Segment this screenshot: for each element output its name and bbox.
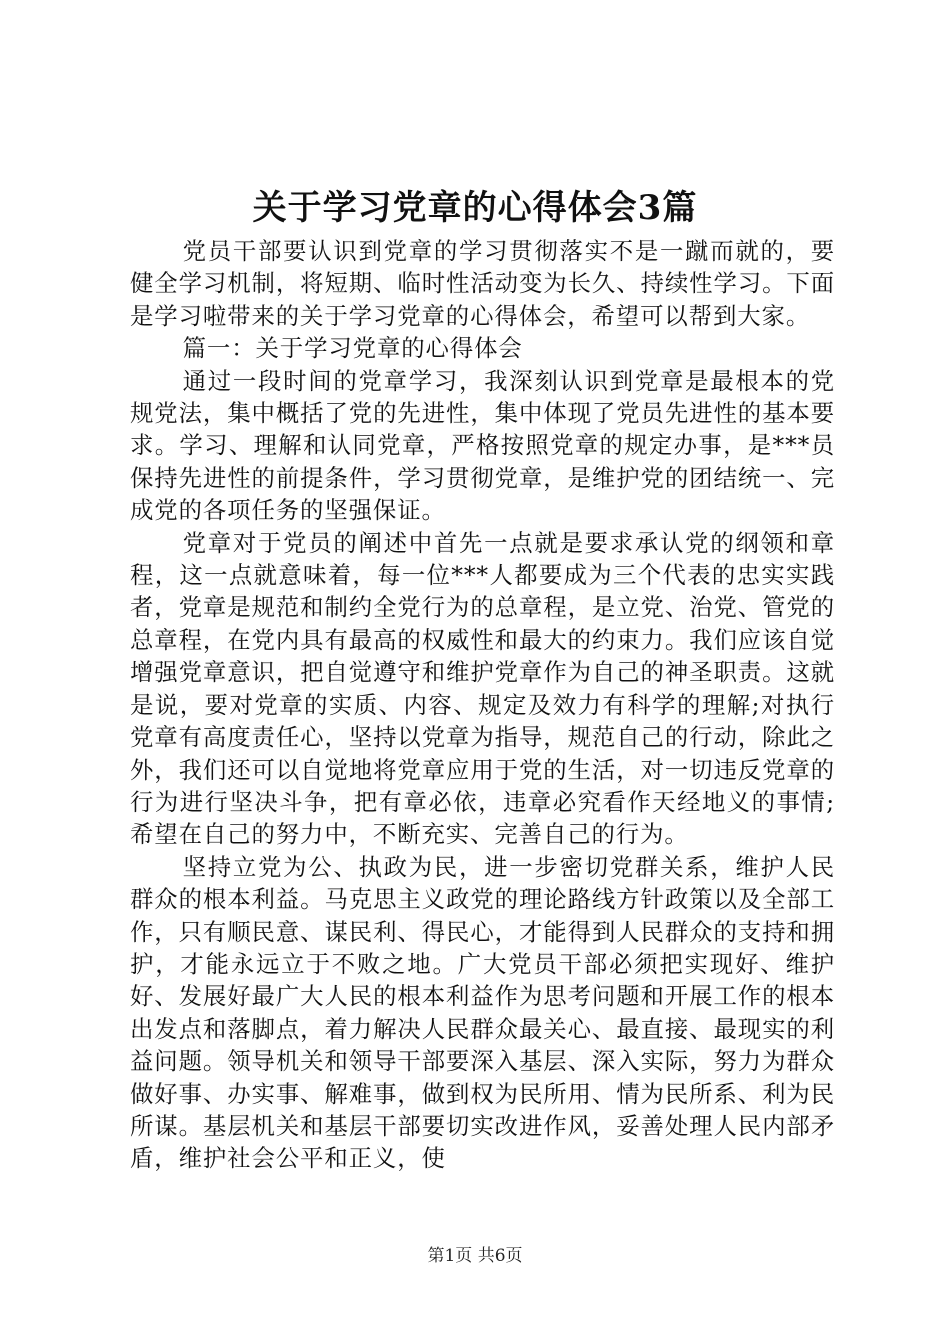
body-paragraph-2: 党章对于党员的阐述中首先一点就是要求承认党的纲领和章程，这一点就意味着，每一位***人都要成为三个代表的忠实实践者，党章是规范和制约全党行为的总章程，是立党、治党、管党的总章程，在党内具有最高的权威性和最大的约束力。我们应该自觉增强党章意识，把自觉遵守和维护党章作为自己的神圣职责。这就是说，要对党章的实质、内容、规定及效力有科学的理解;对执行党章有高度责任心，坚持以党章为指导，规范自己的行动，除此之外，我们还可以自觉地将党章应用于党的生活，对一切违反党章的行为进行坚决斗争，把有章必依，违章必究看作天经地义的事情;希望在自己的努力中，不断充实、完善自己的行为。 [130, 528, 835, 849]
intro-paragraph: 党员干部要认识到党章的学习贯彻落实不是一蹴而就的，要健全学习机制，将短期、临时性活动变为长久、持续性学习。下面是学习啦带来的关于学习党章的心得体会，希望可以帮到大家。 [130, 237, 835, 330]
section-heading: 篇一：关于学习党章的心得体会 [182, 334, 523, 363]
body-paragraph-3: 坚持立党为公、执政为民，进一步密切党群关系，维护人民群众的根本利益。马克思主义政党的理论路线方针政策以及全部工作，只有顺民意、谋民利、得民心，才能得到人民群众的支持和拥护，才能永远立于不败之地。广大党员干部必须把实现好、维护好、发展好最广大人民的根本利益作为思考问题和开展工作的根本出发点和落脚点，着力解决人民群众最关心、最直接、最现实的利益问题。领导机关和领导干部要深入基层、深入实际，努力为群众做好事、办实事、解难事，做到权为民所用、情为民所系、利为民所谋。基层机关和基层干部要切实改进作风，妥善处理人民内部矛盾，维护社会公平和正义，使 [130, 852, 835, 1173]
document-title: 关于学习党章的心得体会3篇 [252, 188, 698, 228]
body-paragraph-1: 通过一段时间的党章学习，我深刻认识到党章是最根本的党规党法，集中概括了党的先进性，集中体现了党员先进性的基本要求。学习、理解和认同党章，严格按照党章的规定办事，是***员保持先进性的前提条件，学习贯彻党章，是维护党的团结统一、完成党的各项任务的坚强保证。 [130, 366, 835, 525]
page-footer: 第1页 共6页 [427, 1246, 523, 1266]
document-body [130, 235, 835, 1175]
